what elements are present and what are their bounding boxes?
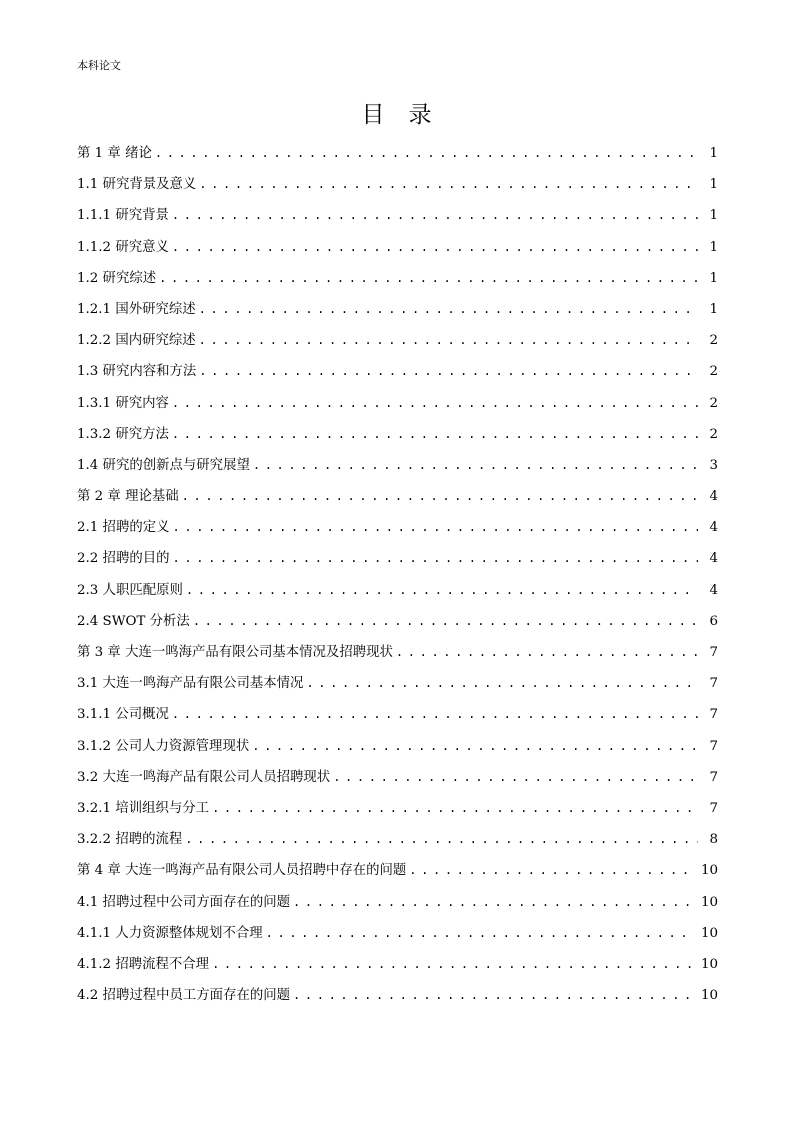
toc-entry[interactable] xyxy=(77,422,718,453)
toc-entry-title: 第 4 章 大连一鸣海产品有限公司人员招聘中存在的问题 xyxy=(77,863,407,879)
toc-leader-dots xyxy=(172,235,698,259)
toc-entry[interactable] xyxy=(77,235,718,266)
toc-entry[interactable] xyxy=(77,921,718,952)
toc-entry-title: 1.4 研究的创新点与研究展望 xyxy=(77,457,250,473)
toc-leader-dots xyxy=(266,921,695,945)
toc-entry-title: 4.1.2 招聘流程不合理 xyxy=(77,956,210,972)
toc-leader-dots xyxy=(212,796,698,820)
running-header: 本科论文 xyxy=(77,59,121,72)
toc-leader-dots xyxy=(333,765,698,789)
toc-entry[interactable] xyxy=(77,297,718,328)
toc-entry-page-number: 10 xyxy=(700,925,718,941)
toc-leader-dots xyxy=(172,391,698,415)
table-of-contents xyxy=(77,141,718,1014)
toc-entry[interactable] xyxy=(77,734,718,765)
toc-leader-dots xyxy=(173,515,698,539)
toc-entry-page-number: 10 xyxy=(700,863,718,879)
toc-entry-title: 3.2.1 培训组织与分工 xyxy=(77,800,210,816)
toc-entry-title: 1.3.2 研究方法 xyxy=(77,426,169,442)
toc-leader-dots xyxy=(193,609,698,633)
toc-leader-dots xyxy=(172,702,698,726)
toc-entry-page-number: 7 xyxy=(709,707,718,723)
toc-leader-dots xyxy=(186,578,698,602)
toc-leader-dots xyxy=(172,422,698,446)
toc-entry-page-number: 1 xyxy=(709,239,718,255)
toc-entry[interactable] xyxy=(77,515,718,546)
toc-leader-dots xyxy=(396,640,698,664)
toc-entry-page-number: 1 xyxy=(709,208,718,224)
toc-leader-dots xyxy=(182,484,698,508)
toc-leader-dots xyxy=(409,858,695,882)
toc-entry-title: 3.2 大连一鸣海产品有限公司人员招聘现状 xyxy=(77,769,331,785)
toc-entry-page-number: 1 xyxy=(709,177,718,193)
toc-leader-dots xyxy=(185,827,698,851)
toc-entry-title: 2.4 SWOT 分析法 xyxy=(77,613,190,629)
toc-entry-page-number: 6 xyxy=(709,613,718,629)
toc-leader-dots xyxy=(199,297,698,321)
toc-entry-title: 2.2 招聘的目的 xyxy=(77,551,170,567)
toc-entry-title: 1.1.2 研究意义 xyxy=(77,239,169,255)
toc-entry[interactable] xyxy=(77,827,718,858)
toc-entry-title: 2.3 人职匹配原则 xyxy=(77,582,183,598)
toc-entry-title: 1.1 研究背景及意义 xyxy=(77,177,197,193)
toc-entry-page-number: 2 xyxy=(709,395,718,411)
toc-entry-page-number: 4 xyxy=(709,551,718,567)
page-title: 目录 xyxy=(361,102,456,128)
toc-entry[interactable] xyxy=(77,671,718,702)
toc-entry-page-number: 1 xyxy=(709,270,718,286)
toc-leader-dots xyxy=(293,983,695,1007)
toc-entry-title: 3.1.1 公司概况 xyxy=(77,707,169,723)
toc-entry[interactable] xyxy=(77,765,718,796)
toc-entry-title: 3.2.2 招聘的流程 xyxy=(77,832,183,848)
toc-entry[interactable] xyxy=(77,203,718,234)
toc-leader-dots xyxy=(252,734,698,758)
toc-entry-title: 1.2.1 国外研究综述 xyxy=(77,301,196,317)
toc-entry-page-number: 4 xyxy=(709,489,718,505)
toc-entry[interactable] xyxy=(77,609,718,640)
toc-entry-title: 1.3.1 研究内容 xyxy=(77,395,169,411)
toc-entry-page-number: 4 xyxy=(709,582,718,598)
toc-leader-dots xyxy=(199,328,698,352)
toc-entry-page-number: 2 xyxy=(709,426,718,442)
toc-entry-page-number: 10 xyxy=(700,988,718,1004)
toc-entry[interactable] xyxy=(77,359,718,390)
toc-entry-page-number: 7 xyxy=(709,800,718,816)
toc-entry[interactable] xyxy=(77,640,718,671)
toc-entry[interactable] xyxy=(77,578,718,609)
toc-entry[interactable] xyxy=(77,546,718,577)
toc-entry-page-number: 10 xyxy=(700,894,718,910)
toc-entry[interactable] xyxy=(77,858,718,889)
toc-entry-title: 4.1 招聘过程中公司方面存在的问题 xyxy=(77,894,291,910)
toc-entry-page-number: 1 xyxy=(709,301,718,317)
toc-entry[interactable] xyxy=(77,796,718,827)
toc-entry-title: 1.3 研究内容和方法 xyxy=(77,364,197,380)
toc-entry-page-number: 3 xyxy=(709,457,718,473)
toc-entry[interactable] xyxy=(77,266,718,297)
toc-leader-dots xyxy=(306,671,698,695)
toc-entry[interactable] xyxy=(77,952,718,983)
toc-leader-dots xyxy=(253,453,698,477)
toc-entry-title: 1.2 研究综述 xyxy=(77,270,157,286)
toc-entry-page-number: 2 xyxy=(709,333,718,349)
toc-entry[interactable] xyxy=(77,328,718,359)
toc-entry[interactable] xyxy=(77,391,718,422)
toc-entry-title: 1.1.1 研究背景 xyxy=(77,208,169,224)
toc-entry-title: 3.1 大连一鸣海产品有限公司基本情况 xyxy=(77,676,304,692)
toc-entry-title: 4.1.1 人力资源整体规划不合理 xyxy=(77,925,263,941)
toc-entry-title: 2.1 招聘的定义 xyxy=(77,520,170,536)
toc-leader-dots xyxy=(199,172,698,196)
toc-entry[interactable] xyxy=(77,702,718,733)
toc-leader-dots xyxy=(173,546,698,570)
toc-entry[interactable] xyxy=(77,983,718,1014)
toc-entry[interactable] xyxy=(77,141,718,172)
toc-entry-page-number: 4 xyxy=(709,520,718,536)
toc-leader-dots xyxy=(293,890,695,914)
toc-entry-title: 1.2.2 国内研究综述 xyxy=(77,333,196,349)
toc-entry-page-number: 8 xyxy=(709,832,718,848)
toc-entry-page-number: 7 xyxy=(709,738,718,754)
toc-entry-title: 3.1.2 公司人力资源管理现状 xyxy=(77,738,250,754)
toc-entry[interactable] xyxy=(77,453,718,484)
toc-entry-page-number: 2 xyxy=(709,364,718,380)
toc-leader-dots xyxy=(159,266,698,290)
toc-leader-dots xyxy=(155,141,698,165)
toc-leader-dots xyxy=(212,952,695,976)
toc-entry-page-number: 1 xyxy=(709,146,718,161)
toc-entry-page-number: 7 xyxy=(709,676,718,692)
toc-entry-page-number: 7 xyxy=(709,645,718,660)
toc-entry-title: 第 3 章 大连一鸣海产品有限公司基本情况及招聘现状 xyxy=(77,645,393,660)
toc-entry[interactable] xyxy=(77,484,718,515)
toc-entry[interactable] xyxy=(77,890,718,921)
toc-entry-page-number: 10 xyxy=(700,956,718,972)
toc-leader-dots xyxy=(172,203,698,227)
toc-entry-page-number: 7 xyxy=(709,769,718,785)
toc-leader-dots xyxy=(199,359,698,383)
toc-entry-title: 第 1 章 绪论 xyxy=(77,146,152,161)
toc-entry[interactable] xyxy=(77,172,718,203)
toc-entry-title: 第 2 章 理论基础 xyxy=(77,489,179,505)
toc-entry-title: 4.2 招聘过程中员工方面存在的问题 xyxy=(77,988,291,1004)
